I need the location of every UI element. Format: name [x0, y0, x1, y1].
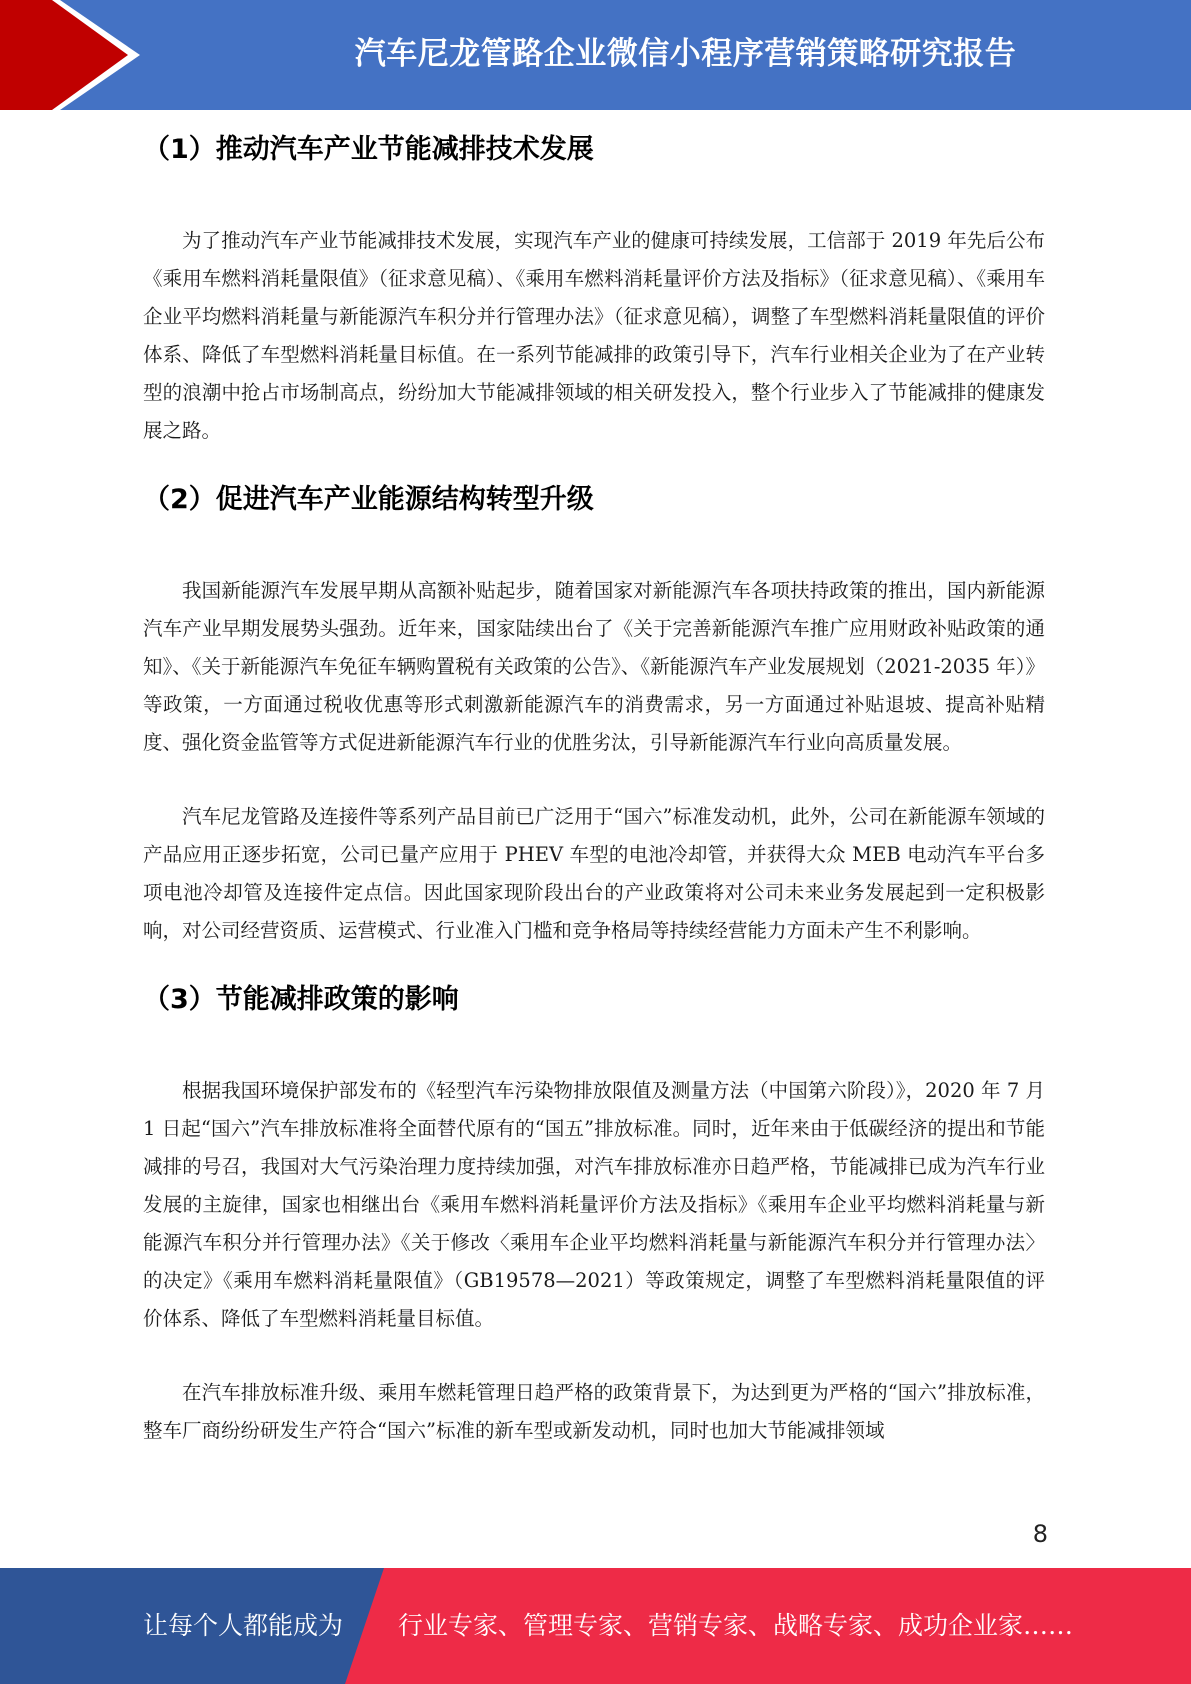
report-title: 汽车尼龙管路企业微信小程序营销策略研究报告	[354, 35, 1017, 72]
section-heading-1: （1）推动汽车产业节能减排技术发展	[143, 134, 594, 165]
footer-slogan-left: 让每个人都能成为	[143, 1611, 344, 1640]
section-heading-2: （2）促进汽车产业能源结构转型升级	[143, 484, 594, 515]
paragraph-3-2: 在汽车排放标准升级、乘用车燃耗管理日趋严格的政策背景下，为达到更为严格的“国六”排放标准，整车厂商纷纷研发生产符合“国六”标准的新车型或新发动机，同时也加大节能减排领域	[143, 1381, 1045, 1442]
page-number: 8	[1032, 1520, 1048, 1548]
footer-slogan-right: 行业专家、管理专家、营销专家、战略专家、成功企业家……	[398, 1611, 1074, 1640]
header-bar	[0, 0, 1191, 110]
paragraph-2-2: 汽车尼龙管路及连接件等系列产品目前已广泛用于“国六”标准发动机，此外，公司在新能源车领域的产品应用正逐步拓宽，公司已量产应用于 PHEV 车型的电池冷却管，并获得大众 MEB 电动汽车平台多项电池冷却管及连接件定点信。因此国家现阶段出台的产业政策将对公司未来业务发展起到一定积极影响，对公司经营资质、运营模式、行业准入门槛和竞争格局等持续经营能力方面未产生不利影响。	[143, 805, 1045, 942]
paragraph-1-1: 为了推动汽车产业节能减排技术发展，实现汽车产业的健康可持续发展，工信部于 2019 年先后公布《乘用车燃料消耗量限值》（征求意见稿）、《乘用车燃料消耗量评价方法及指标》（征求意见稿）、《乘用车企业平均燃料消耗量与新能源汽车积分并行管理办法》（征求意见稿），调整了车型燃料消耗量限值的评价体系、降低了车型燃料消耗量目标值。在一系列节能减排的政策引导下，汽车行业相关企业为了在产业转型的浪潮中抢占市场制高点，纷纷加大节能减排领域的相关研发投入，整个行业步入了节能减排的健康发展之路。	[143, 229, 1045, 442]
paragraph-3-1: 根据我国环境保护部发布的《轻型汽车污染物排放限值及测量方法（中国第六阶段）》，2020 年 7 月 1 日起“国六”汽车排放标准将全面替代原有的“国五”排放标准。同时，近年来由于低碳经济的提出和节能减排的号召，我国对大气污染治理力度持续加强，对汽车排放标准亦日趋严格，节能减排已成为汽车行业发展的主旋律，国家也相继出台《乘用车燃料消耗量评价方法及指标》《乘用车企业平均燃料消耗量与新能源汽车积分并行管理办法》《关于修改〈乘用车企业平均燃料消耗量与新能源汽车积分并行管理办法〉的决定》《乘用车燃料消耗量限值》（GB19578—2021）等政策规定，调整了车型燃料消耗量限值的评价体系、降低了车型燃料消耗量目标值。	[143, 1079, 1045, 1330]
section-heading-3: （3）节能减排政策的影响	[143, 984, 459, 1015]
paragraph-2-1: 我国新能源汽车发展早期从高额补贴起步，随着国家对新能源汽车各项扶持政策的推出，国内新能源汽车产业早期发展势头强劲。近年来，国家陆续出台了《关于完善新能源汽车推广应用财政补贴政策的通知》、《关于新能源汽车免征车辆购置税有关政策的公告》、《新能源汽车产业发展规划（2021-2035 年）》等政策，一方面通过税收优惠等形式刺激新能源汽车的消费需求，另一方面通过补贴退坡、提高补贴精度、强化资金监管等方式促进新能源汽车行业的优胜劣汰，引导新能源汽车行业向高质量发展。	[143, 579, 1045, 754]
footer-banner	[0, 1568, 1191, 1684]
document-body	[143, 128, 1045, 1450]
header-arrow-icon	[0, 0, 150, 110]
